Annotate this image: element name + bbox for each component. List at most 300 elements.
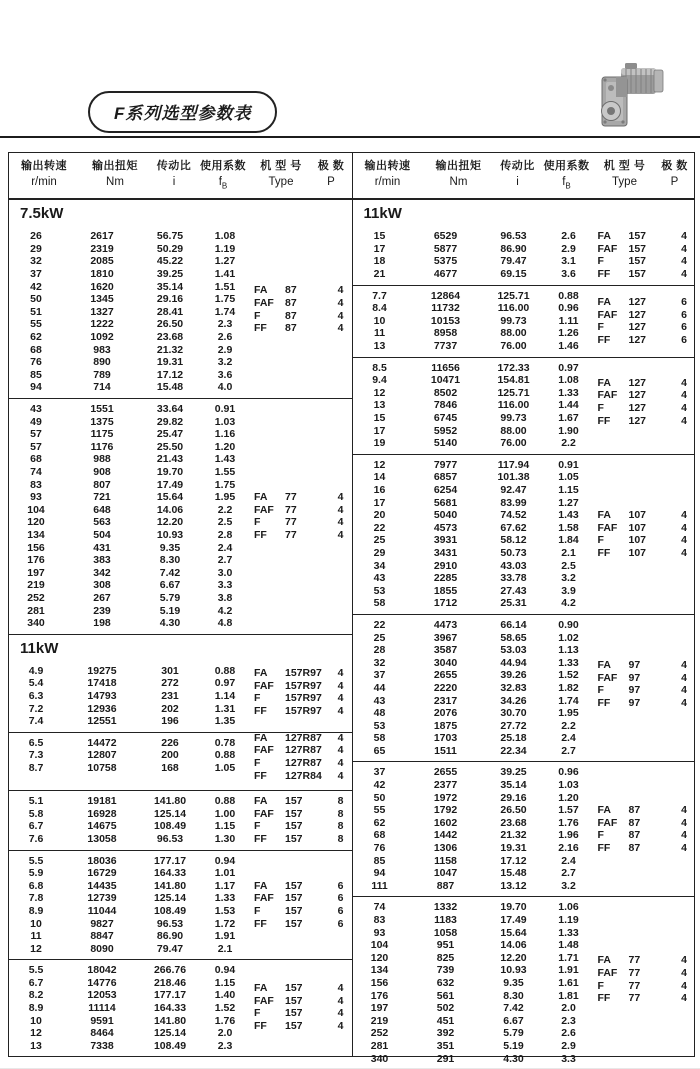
output-torque-value: 3967: [433, 631, 458, 644]
type-prefix: FAF: [597, 966, 618, 979]
type-model: 77: [285, 516, 297, 529]
ratio-value: 86.90: [500, 242, 527, 255]
output-torque-value: 1222: [90, 318, 114, 331]
spec-row: [9, 479, 352, 492]
output-torque-value: 1176: [90, 440, 114, 453]
output-torque-value: 8090: [90, 942, 114, 955]
type-model: 127: [628, 295, 647, 308]
type-line: [598, 389, 694, 402]
poles-value: 4: [681, 401, 687, 414]
header-cn-label: 输出扭矩: [435, 160, 482, 172]
output-speed-value: 93: [373, 926, 386, 939]
poles-value: 4: [337, 1007, 344, 1020]
service-factor-value: 1.95: [558, 707, 579, 720]
ratio-value: 17.12: [156, 368, 184, 381]
type-line: [254, 692, 350, 705]
service-factor-value: 3.9: [561, 584, 576, 597]
ratio-value: 25.47: [156, 428, 184, 441]
gear-motor-icon: [594, 62, 668, 137]
type-prefix: FAF: [597, 816, 618, 829]
output-speed-value: 8.7: [28, 761, 44, 774]
output-speed-value: 281: [27, 604, 45, 617]
poles-value: 6: [681, 321, 687, 334]
output-speed-value: 50: [30, 293, 42, 306]
type-list: [598, 377, 694, 427]
ratio-value: 108.49: [153, 904, 187, 917]
spec-block: [353, 896, 695, 1069]
output-speed-value: 37: [373, 669, 386, 682]
type-prefix: FF: [254, 1019, 267, 1032]
service-factor-value: 1.82: [558, 681, 579, 694]
ratio-value: 39.26: [500, 669, 527, 682]
service-factor-value: 4.2: [561, 597, 576, 610]
header-unit-text: i: [516, 176, 519, 188]
ratio-value: 33.78: [500, 572, 527, 585]
service-factor-value: 1.11: [558, 314, 579, 327]
poles-value: 4: [337, 667, 344, 680]
ratio-value: 66.14: [500, 618, 527, 631]
output-torque-value: 1442: [433, 829, 458, 842]
header-type: [593, 159, 657, 193]
type-prefix: FAF: [597, 521, 618, 534]
spec-row: [353, 572, 695, 585]
header-service-factor: [541, 159, 593, 193]
header-cn-label: 机 型 号: [260, 160, 302, 172]
spec-block: [9, 732, 352, 790]
ratio-value: 196: [161, 715, 179, 728]
ratio-value: 23.68: [156, 331, 184, 344]
type-line: [254, 833, 350, 846]
ratio-value: 141.80: [153, 795, 187, 808]
ratio-value: 168: [161, 761, 179, 774]
type-list: [254, 732, 350, 782]
header-unit-label: [495, 175, 541, 190]
spec-block: [353, 614, 695, 762]
service-factor-value: 1.03: [558, 779, 579, 792]
header-unit-text: Nm: [449, 176, 468, 188]
output-speed-value: 49: [30, 415, 42, 428]
spec-row: [9, 416, 352, 429]
type-line: [598, 829, 694, 842]
type-model: 77: [285, 529, 297, 542]
type-line: [254, 905, 350, 918]
output-torque-value: 342: [93, 566, 111, 579]
page-title: [88, 91, 277, 133]
poles-value: 4: [337, 516, 344, 529]
service-factor-value: 1.43: [214, 453, 236, 466]
service-factor-value: 1.61: [558, 976, 579, 989]
header-ratio: [495, 159, 541, 193]
output-speed-value: 68: [30, 343, 42, 356]
output-torque-value: 1511: [434, 744, 457, 757]
type-line: [254, 744, 350, 757]
ratio-value: 17.49: [156, 478, 184, 491]
poles-value: 4: [337, 491, 344, 504]
output-torque-value: 1620: [90, 280, 114, 293]
poles-value: 4: [337, 297, 344, 310]
spec-row: [353, 1040, 695, 1053]
output-torque-value: 308: [93, 579, 111, 592]
ratio-value: 7.42: [503, 1002, 524, 1015]
type-line: [598, 672, 694, 685]
power-rating-label: 11kW: [9, 634, 352, 661]
poles-value: 6: [681, 333, 687, 346]
ratio-value: 15.48: [156, 381, 184, 394]
output-speed-value: 13: [373, 399, 386, 412]
type-line: [598, 954, 694, 967]
spec-row: [353, 779, 695, 792]
service-factor-value: 1.58: [558, 521, 579, 534]
type-model: 127: [628, 333, 647, 346]
header-unit-text: r/min: [31, 176, 57, 188]
spec-row: [353, 792, 695, 805]
output-torque-value: 19181: [87, 795, 117, 808]
service-factor-value: 1.76: [214, 1014, 236, 1027]
output-torque-value: 14675: [87, 820, 117, 833]
output-speed-value: 134: [370, 964, 389, 977]
output-torque-value: 12936: [87, 702, 117, 715]
spec-row: [9, 428, 352, 441]
poles-value: 4: [337, 981, 344, 994]
service-factor-value: 1.48: [558, 939, 579, 952]
type-model: 127: [628, 321, 647, 334]
service-factor-value: 1.72: [214, 917, 236, 930]
type-list: [598, 509, 694, 559]
header-ratio: [151, 159, 197, 193]
output-speed-value: 176: [370, 989, 389, 1002]
service-factor-value: 1.33: [558, 386, 579, 399]
service-factor-value: 1.67: [558, 412, 579, 425]
output-torque-value: 6529: [433, 230, 458, 243]
output-speed-value: 5.9: [28, 867, 44, 880]
ratio-value: 19.31: [500, 842, 527, 855]
service-factor-value: 3.0: [217, 566, 233, 579]
output-torque-value: 12739: [87, 892, 117, 905]
output-speed-value: 12: [373, 386, 386, 399]
service-factor-value: 1.02: [558, 631, 579, 644]
output-torque-value: 3587: [433, 644, 458, 657]
poles-value: 4: [681, 230, 687, 243]
output-torque-value: 4573: [433, 521, 458, 534]
output-speed-value: 281: [370, 1039, 389, 1052]
type-model: 87: [628, 829, 641, 842]
poles-value: 4: [337, 731, 344, 744]
output-speed-value: 176: [27, 554, 45, 567]
ratio-value: 32.83: [500, 681, 527, 694]
poles-value: 4: [681, 521, 687, 534]
output-speed-value: 48: [373, 707, 386, 720]
ratio-value: 17.49: [500, 914, 527, 926]
service-factor-value: 1.27: [558, 496, 579, 509]
service-factor-value: 1.05: [214, 761, 236, 774]
type-model: 157: [285, 917, 303, 930]
header-unit-label: [423, 175, 495, 190]
service-factor-value: 2.0: [561, 1002, 576, 1015]
type-model: 157: [285, 981, 303, 994]
output-speed-value: 74: [373, 901, 386, 914]
ratio-value: 8.30: [159, 554, 181, 567]
spec-block: [9, 398, 352, 634]
output-speed-value: 219: [370, 1014, 389, 1027]
service-factor-value: 1.31: [214, 702, 236, 715]
spec-row: [9, 369, 352, 382]
type-list: [598, 954, 694, 1004]
spec-row: [353, 914, 695, 927]
ratio-value: 76.00: [500, 340, 527, 353]
spec-block: [9, 790, 352, 849]
header-output-speed: [353, 159, 423, 193]
type-line: [254, 297, 350, 310]
ratio-value: 177.17: [153, 854, 187, 867]
header-cn-label: 传动比: [156, 160, 192, 172]
type-line: [598, 547, 694, 560]
output-speed-value: 43: [30, 403, 42, 416]
ratio-value: 58.12: [500, 534, 527, 547]
output-torque-value: 5040: [433, 509, 458, 522]
type-model: 157: [285, 892, 303, 905]
ratio-value: 79.47: [500, 255, 527, 268]
output-torque-value: 1712: [433, 597, 458, 610]
poles-value: 8: [337, 820, 344, 833]
output-torque-value: 3931: [433, 534, 458, 547]
ratio-value: 33.64: [156, 403, 184, 416]
service-factor-value: 1.33: [214, 892, 236, 905]
output-torque-value: 721: [93, 491, 111, 504]
output-speed-value: 34: [373, 559, 386, 572]
spec-row: [9, 381, 352, 394]
ratio-value: 88.00: [500, 327, 527, 340]
output-torque-value: 3431: [433, 546, 458, 559]
poles-value: 4: [681, 954, 687, 967]
output-torque-value: 5681: [433, 496, 458, 509]
type-line: [254, 667, 350, 680]
type-prefix: FA: [597, 230, 611, 243]
type-line: [598, 534, 694, 547]
spec-row: [353, 1053, 695, 1066]
column-header: [9, 153, 352, 200]
type-prefix: FA: [597, 954, 611, 967]
service-factor-value: 1.27: [214, 255, 236, 268]
type-prefix: FAF: [254, 744, 274, 757]
output-speed-value: 21: [373, 268, 386, 281]
output-torque-value: 1602: [433, 816, 458, 829]
ratio-value: 35.14: [500, 779, 527, 792]
header-unit-subscript: B: [221, 181, 228, 191]
output-torque-value: 17418: [87, 677, 117, 690]
output-speed-value: 76: [373, 842, 386, 855]
output-torque-value: 1792: [433, 804, 458, 817]
output-torque-value: 10758: [87, 761, 117, 774]
output-speed-value: 17: [373, 242, 386, 255]
ratio-value: 83.99: [500, 496, 527, 509]
ratio-value: 92.47: [500, 484, 527, 496]
service-factor-value: 3.6: [561, 268, 576, 281]
service-factor-value: 1.46: [558, 340, 579, 353]
service-factor-value: 1.13: [558, 644, 579, 657]
type-line: [598, 415, 694, 428]
output-torque-value: 267: [93, 592, 111, 604]
type-line: [254, 680, 350, 693]
type-line: [254, 504, 350, 517]
spec-row: [9, 964, 352, 977]
spec-row: [353, 585, 695, 598]
type-line: [254, 284, 350, 297]
ratio-value: 12.20: [500, 951, 527, 964]
header-unit-text: f: [562, 176, 566, 188]
ratio-value: 99.73: [500, 412, 527, 425]
output-speed-value: 26: [30, 230, 42, 243]
type-prefix: F: [597, 829, 604, 842]
output-speed-value: 156: [27, 541, 45, 554]
output-speed-value: 7.7: [372, 289, 387, 302]
type-line: [254, 820, 350, 833]
header-unit-text: Type: [612, 176, 637, 188]
type-model: 127: [628, 414, 647, 427]
type-line: [598, 684, 694, 697]
output-speed-value: 55: [373, 804, 386, 817]
type-prefix: FA: [254, 795, 268, 808]
output-torque-value: 14776: [87, 976, 117, 989]
poles-value: 4: [681, 534, 687, 547]
spec-row: [353, 867, 695, 880]
output-torque-value: 2655: [433, 766, 458, 779]
header-cn-label: 极 数: [661, 160, 688, 172]
ratio-value: 53.03: [500, 644, 527, 657]
type-prefix: FAF: [597, 242, 618, 255]
header-cn-label: 传动比: [500, 160, 535, 172]
spec-row: [9, 592, 352, 605]
output-torque-value: 2377: [433, 779, 458, 792]
output-speed-value: 43: [373, 694, 386, 707]
ratio-value: 141.80: [153, 879, 187, 892]
output-torque-value: 5140: [433, 437, 458, 450]
type-prefix: F: [254, 309, 261, 322]
output-torque-value: 239: [93, 604, 111, 617]
type-model: 77: [628, 979, 641, 992]
poles-value: 4: [681, 966, 687, 979]
type-prefix: FAF: [597, 671, 618, 684]
ratio-value: 125.14: [153, 892, 187, 905]
header-unit-label: [9, 175, 79, 190]
output-speed-value: 25: [373, 631, 386, 644]
type-model: 157R97: [285, 679, 322, 692]
output-torque-value: 8464: [90, 1027, 114, 1040]
output-torque-value: 7977: [433, 458, 458, 471]
type-model: 97: [628, 697, 641, 710]
output-speed-value: 7.3: [28, 749, 44, 762]
service-factor-value: 0.88: [214, 664, 236, 677]
ratio-value: 117.94: [497, 458, 530, 471]
type-model: 157: [628, 268, 647, 281]
type-model: 157: [628, 242, 647, 255]
type-prefix: FF: [597, 333, 611, 346]
output-torque-value: 908: [93, 466, 111, 479]
header-cn-label: 极 数: [317, 160, 345, 172]
output-speed-value: 43: [373, 572, 386, 585]
ratio-value: 101.38: [497, 471, 530, 484]
service-factor-value: 0.88: [558, 289, 579, 302]
ratio-value: 116.00: [497, 302, 530, 315]
poles-value: 6: [337, 892, 344, 905]
type-prefix: FAF: [254, 503, 274, 516]
ratio-value: 125.71: [497, 289, 530, 302]
service-factor-value: 1.74: [558, 694, 579, 707]
output-speed-value: 16: [373, 484, 386, 496]
service-factor-value: 1.26: [558, 327, 579, 340]
header-unit-text: i: [172, 176, 176, 188]
ratio-value: 27.43: [500, 584, 527, 597]
ratio-value: 29.16: [500, 791, 527, 804]
output-speed-value: 18: [373, 255, 386, 268]
service-factor-value: 1.15: [214, 820, 236, 833]
type-model: 127: [628, 401, 647, 414]
ratio-value: 108.49: [153, 1039, 187, 1052]
service-factor-value: 2.6: [561, 1027, 576, 1040]
ratio-value: 14.06: [156, 503, 184, 516]
service-factor-value: 3.8: [217, 592, 233, 604]
service-factor-value: 1.71: [558, 951, 579, 964]
output-speed-value: 42: [373, 779, 386, 792]
ratio-value: 45.22: [156, 255, 184, 268]
ratio-value: 17.12: [500, 854, 527, 867]
header-cn-label: 使用系数: [200, 160, 246, 172]
poles-value: 4: [337, 1019, 344, 1032]
ratio-value: 9.35: [159, 541, 181, 554]
ratio-value: 76.00: [500, 437, 527, 450]
type-model: 107: [628, 509, 647, 522]
output-torque-value: 8958: [433, 327, 458, 340]
ratio-value: 69.15: [500, 268, 527, 281]
header-unit-label: [657, 175, 693, 190]
header-cn-label: 机 型 号: [603, 160, 646, 172]
service-factor-value: 0.90: [558, 618, 579, 631]
header-unit-subscript: B: [565, 181, 571, 191]
poles-value: 6: [337, 904, 344, 917]
output-torque-value: 6745: [433, 412, 458, 425]
output-torque-value: 12864: [430, 289, 461, 302]
type-prefix: FF: [254, 917, 267, 930]
type-line: [598, 377, 694, 390]
spec-row: [353, 927, 695, 940]
type-prefix: FF: [254, 529, 267, 542]
ratio-value: 200: [161, 749, 179, 762]
poles-value: 4: [337, 284, 344, 297]
spec-block: [353, 761, 695, 896]
poles-value: 8: [337, 832, 344, 845]
spec-row: [9, 403, 352, 416]
spec-row: [9, 1040, 352, 1053]
service-factor-value: 1.52: [214, 1002, 236, 1015]
poles-value: 4: [681, 659, 687, 672]
ratio-value: 22.34: [500, 744, 527, 757]
type-model: 107: [628, 534, 647, 547]
output-speed-value: 74: [30, 466, 42, 479]
type-prefix: FAF: [254, 807, 274, 820]
ratio-value: 6.67: [503, 1014, 524, 1027]
type-prefix: FAF: [254, 679, 274, 692]
output-torque-value: 291: [436, 1052, 455, 1065]
spec-row: [353, 471, 695, 484]
spec-row: [353, 901, 695, 914]
spec-row: [9, 356, 352, 369]
type-line: [598, 402, 694, 415]
type-prefix: F: [597, 321, 604, 334]
ratio-value: 50.73: [500, 546, 527, 559]
service-factor-value: 1.33: [558, 926, 579, 939]
ratio-value: 226: [161, 736, 179, 749]
type-line: [254, 732, 350, 745]
ratio-value: 177.17: [153, 989, 187, 1002]
